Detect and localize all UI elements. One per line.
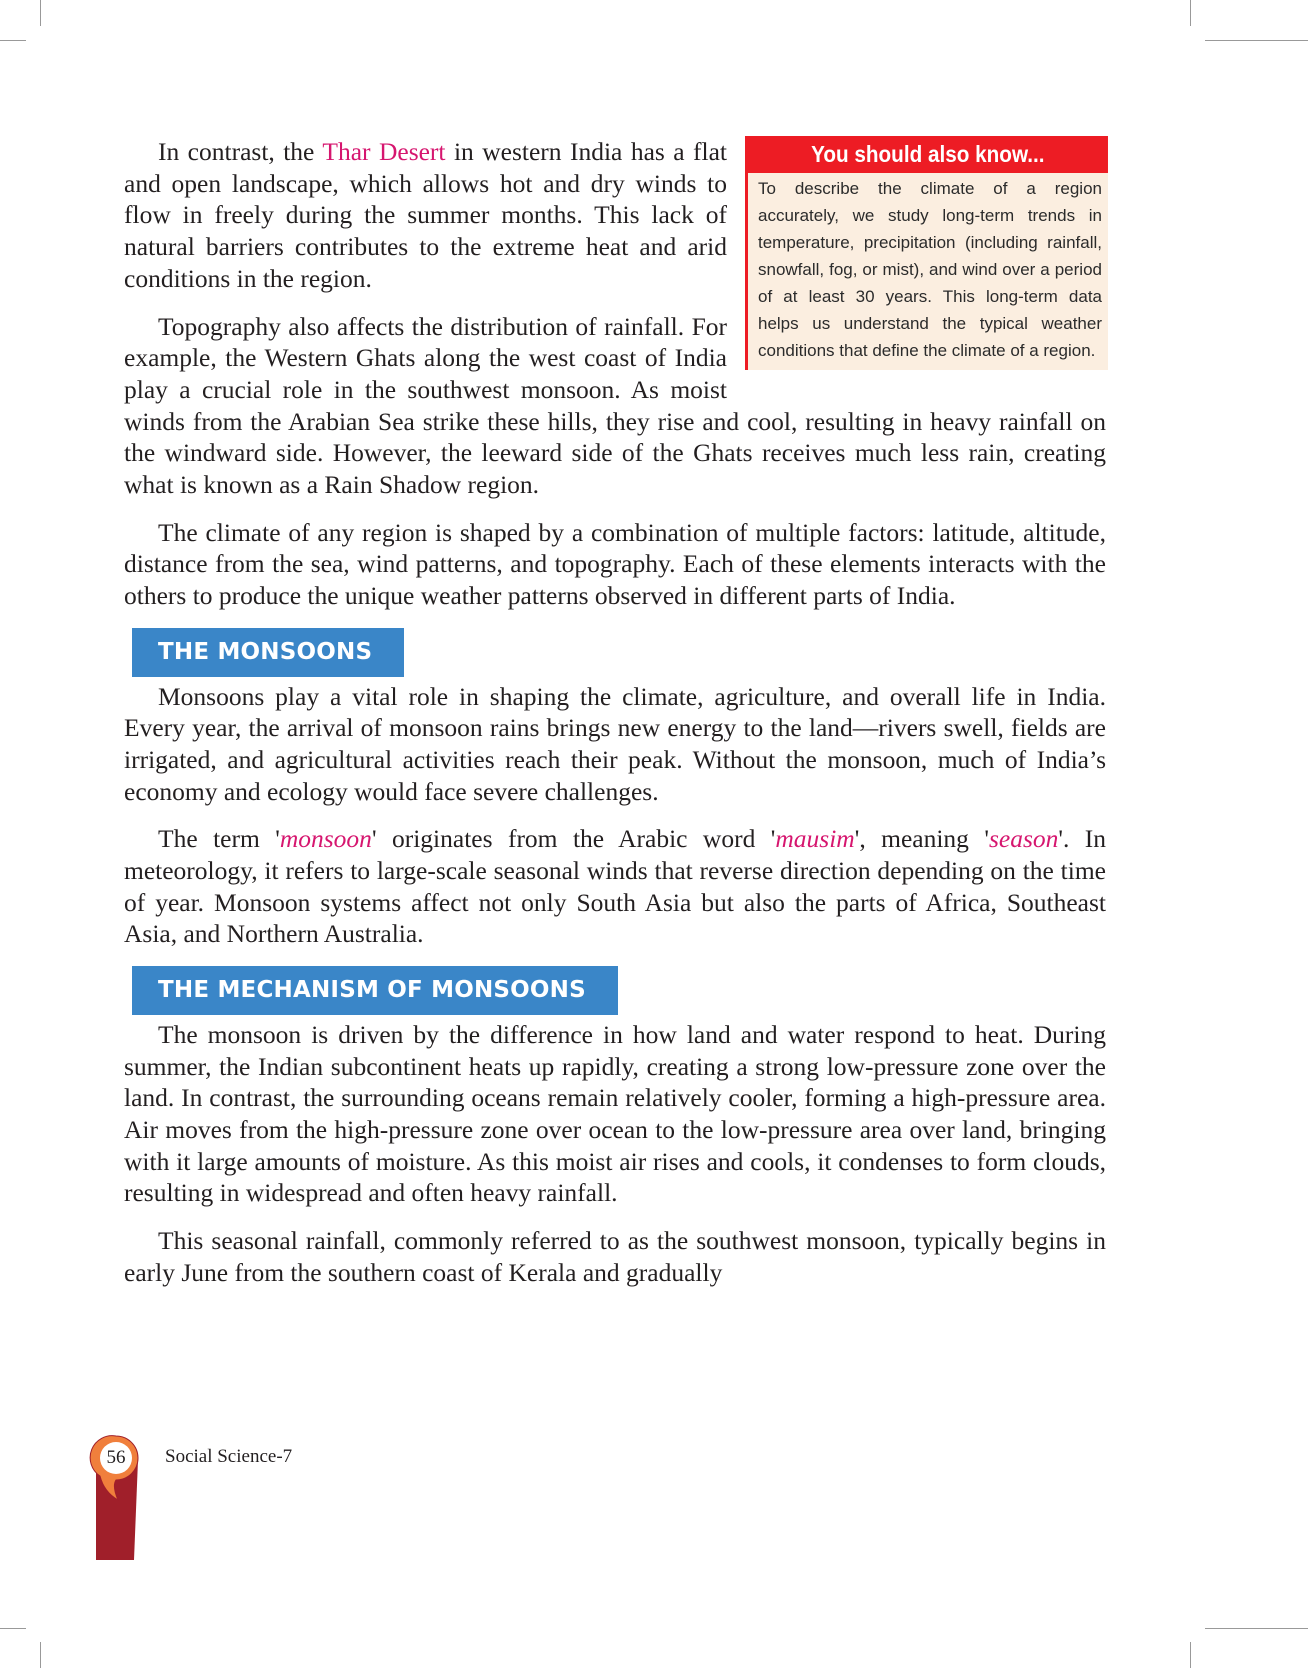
heading-mechanism: THE MECHANISM OF MONSOONS xyxy=(132,966,618,1015)
paragraph xyxy=(124,823,1106,950)
heading-monsoons: THE MONSOONS xyxy=(132,628,404,677)
text: '. In meteorology, it refers to large-scale seasonal winds that reverse direction depending on the time of year. Monsoon systems affect not only South Asia but also the parts of Africa, Southeast Asia, and Northern Australia. xyxy=(124,824,1107,949)
page-footer xyxy=(0,1430,400,1670)
paragraph: Topography also affects the distribution of rainfall. For example, the Western Ghats along the west coast of India play a crucial role in the southwest monsoon. As moist winds from the Arabian Sea strike these hills, they rise and cool, resulting in heavy rainfall on the windward side. However, the leeward side of the Ghats receives much less rain, creating what is known as a Rain Shadow region. xyxy=(124,311,1106,500)
page-content xyxy=(124,136,1106,1305)
text: The term ' xyxy=(158,824,280,854)
info-box-body: To describe the climate of a region accurately, we study long-term trends in temperature, precipitation (including rainfall, snowfall, fog, or mist), and wind over a period of at least 30 years. This long-term data helps us understand the typical weather conditions that define the climate of a region. xyxy=(758,178,1102,360)
section-heading xyxy=(124,966,1106,1015)
info-box-title: You should also know... xyxy=(748,136,1108,173)
crop-mark xyxy=(1205,1628,1308,1629)
crop-mark xyxy=(0,40,26,41)
highlight-term: monsoon xyxy=(279,824,372,854)
paragraph: Monsoons play a vital role in shaping the climate, agriculture, and overall life in India. Every year, the arrival of monsoon rains brings new energy to the land—rivers swell, fields are irrigated, and agricultural activities reach their peak. Without the monsoon, much of India’s economy and ecology would face severe challenges. xyxy=(124,681,1106,806)
paragraph: This seasonal rainfall, commonly referred to as the southwest monsoon, typically begins in early June from the southern coast of Kerala and gradually xyxy=(124,1226,1106,1287)
highlight-term: season xyxy=(988,824,1059,854)
highlight-term: mausim xyxy=(775,824,855,854)
book-title: Social Science-7 xyxy=(165,1446,293,1467)
text: ' originates from the Arabic word ' xyxy=(371,824,776,854)
paragraph: The climate of any region is shaped by a combination of multiple factors: latitude, altitude, distance from the sea, wind patterns, and topography. Each of these elements interacts with the others to produce the unique weather patterns observed in different parts of India. xyxy=(124,517,1106,611)
crop-mark xyxy=(40,0,41,26)
crop-mark xyxy=(1190,1642,1191,1668)
text: In contrast, the xyxy=(158,137,323,166)
text: ', meaning ' xyxy=(854,824,989,854)
info-box xyxy=(745,136,1108,370)
crop-mark xyxy=(1205,40,1308,41)
crop-mark xyxy=(1190,0,1191,26)
text: in western India has a flat and open landscape, which allows hot and dry winds to flow in freely during the summer months. This lack of natural barriers contributes to the extreme heat and arid conditions in the region. xyxy=(124,137,727,293)
page-number: 56 xyxy=(106,1447,126,1468)
paragraph: The monsoon is driven by the difference in how land and water respond to heat. During summer, the Indian subcontinent heats up rapidly, creating a strong low-pressure zone over the land. In contrast, the surrounding oceans remain relatively cooler, forming a high-pressure area. Air moves from the high-pressure zone over ocean to the low-pressure area over land, bringing with it large amounts of moisture. As this moist air rises and cools, it condenses to form clouds, resulting in widespread and often heavy rainfall. xyxy=(124,1019,1106,1208)
section-heading xyxy=(124,628,1106,677)
highlight-term: Thar Desert xyxy=(322,137,446,166)
